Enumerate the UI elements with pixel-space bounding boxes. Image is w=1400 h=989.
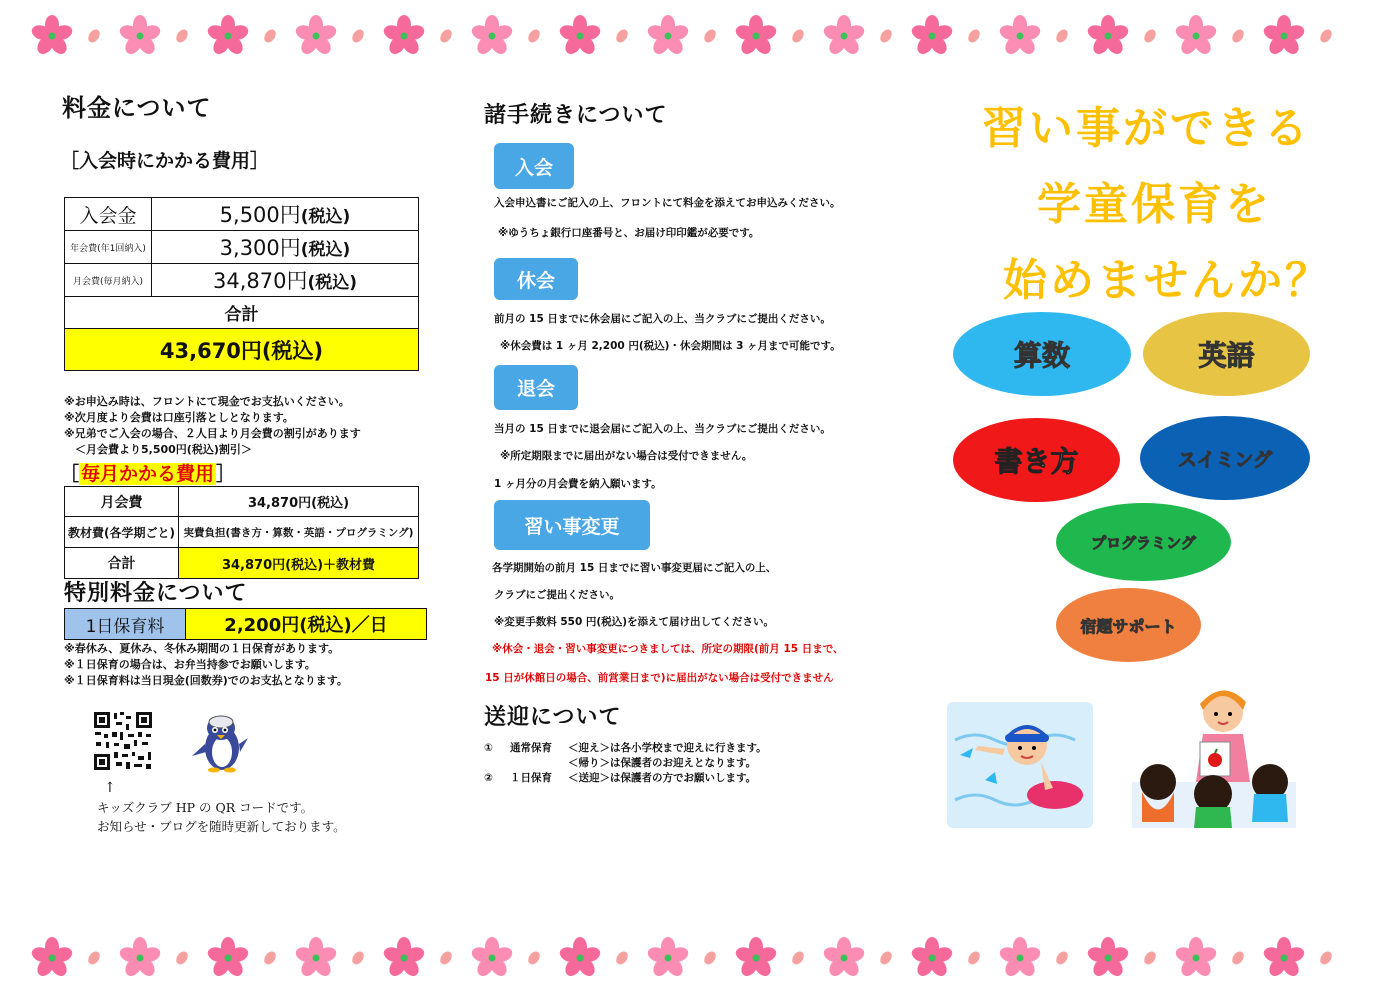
bracket-open: ［	[60, 463, 80, 485]
sakura-flower-icon	[470, 14, 514, 58]
daycare-fee-value: 2,200円(税込)／日	[186, 609, 426, 639]
monthly-value: 34,870円(税込)＋教材費	[179, 548, 419, 579]
sakura-petal-icon	[698, 24, 722, 48]
sakura-flower-icon	[206, 936, 250, 980]
lesson-label: 英語	[1198, 339, 1255, 372]
qr-code[interactable]	[92, 710, 154, 772]
sakura-petal-icon	[82, 946, 106, 970]
sakura-flower-icon	[558, 936, 602, 980]
change-text-1: 各学期開始の前月 15 日までに習い事変更届にご記入の上、	[492, 562, 777, 574]
sakura-petal-icon	[82, 24, 106, 48]
sakura-flower-icon	[822, 936, 866, 980]
sakura-flower-icon	[470, 936, 514, 980]
swimming-child-illustration	[945, 700, 1095, 830]
monthly-cost-title: 毎月かかる費用	[81, 463, 215, 485]
fee-tax: (税込)	[300, 207, 351, 227]
daycare-fee-label: 1日保育料	[65, 609, 186, 639]
pause-button[interactable]: 休会	[494, 258, 578, 300]
teacher-children-illustration	[1128, 682, 1300, 832]
pause-text-1: 前月の 15 日までに休会届にご記入の上、当クラブにご提出ください。	[494, 313, 831, 325]
join-text-2: ※ゆうちょ銀行口座番号と、お届け印印鑑が必要です。	[498, 227, 760, 239]
sakura-petal-icon	[170, 946, 194, 970]
enrollment-fee-table	[64, 197, 419, 371]
qr-caption	[97, 798, 346, 836]
sakura-flower-icon	[294, 14, 338, 58]
lesson-english[interactable]	[1143, 312, 1310, 396]
sakura-petal-icon	[258, 946, 282, 970]
monthly-label: 教材費(各学期ごと)	[65, 517, 179, 548]
enrollment-notes	[64, 394, 361, 458]
sakura-flower-icon	[382, 14, 426, 58]
sakura-flower-icon	[998, 936, 1042, 980]
sakura-petal-icon	[874, 24, 898, 48]
change-warning-1: ※休会・退会・習い事変更につきましては、所定の期限(前月 15 日まで、	[492, 643, 844, 655]
sakura-flower-icon	[998, 14, 1042, 58]
sakura-flower-icon	[1262, 14, 1306, 58]
pickup-label: １日保育	[510, 772, 552, 784]
lesson-programming[interactable]	[1056, 503, 1231, 581]
sakura-flower-icon	[734, 14, 778, 58]
monthly-value: 実費負担(書き方・算数・英語・プログラミング)	[179, 517, 419, 548]
sakura-petal-icon	[170, 24, 194, 48]
sakura-petal-icon	[522, 24, 546, 48]
sakura-petal-icon	[1138, 946, 1162, 970]
pickup-label: 通常保育	[510, 742, 552, 754]
total-tax: (税込)	[261, 338, 324, 363]
table-row	[65, 297, 419, 329]
monthly-label: 合計	[65, 548, 179, 579]
lesson-label: スイミング	[1177, 448, 1273, 471]
leave-text-2: ※所定期限までに届出がない場合は受付できません。	[500, 450, 753, 462]
pickup-num: ①	[484, 742, 493, 754]
fee-tax: (税込)	[307, 273, 358, 293]
penguin-mascot-icon	[190, 708, 252, 774]
fee-value: 3,300円	[219, 236, 301, 260]
sakura-petal-icon	[346, 24, 370, 48]
leave-text-3: 1 ヶ月分の月会費を納入願います。	[494, 478, 662, 490]
list-item	[484, 771, 767, 786]
fee-tax: (税込)	[300, 240, 351, 260]
sakura-flower-icon	[30, 936, 74, 980]
sakura-flower-icon	[30, 14, 74, 58]
join-button[interactable]: 入会	[494, 143, 574, 189]
sakura-petal-icon	[1226, 24, 1250, 48]
table-row	[65, 198, 419, 231]
sakura-petal-icon	[522, 946, 546, 970]
fee-value: 34,870円	[212, 269, 308, 293]
table-row	[65, 329, 419, 371]
fee-label: 年会費(年1回納入)	[65, 231, 152, 264]
lesson-homework-support[interactable]	[1056, 588, 1201, 662]
sakura-flower-icon	[1262, 936, 1306, 980]
sakura-petal-icon	[786, 24, 810, 48]
sakura-petal-icon	[1138, 24, 1162, 48]
qr-arrow: ↑	[104, 780, 116, 796]
note-line: ※次月度より会費は口座引落としとなります。	[64, 411, 294, 424]
fee-value: 5,500円	[219, 203, 301, 227]
sakura-flower-icon	[382, 936, 426, 980]
note-line: ※１日保育の場合は、お弁当持参でお願いします。	[64, 658, 316, 671]
sakura-flower-icon	[206, 14, 250, 58]
lesson-label: 書き方	[994, 445, 1079, 478]
total-label: 合計	[65, 297, 419, 329]
qr-caption-line: お知らせ・ブログを随時更新しております。	[97, 819, 346, 834]
monthly-cost-subtitle	[60, 459, 235, 486]
procedures-title: 諸手続きについて	[484, 103, 668, 128]
sakura-flower-icon	[118, 936, 162, 980]
sakura-petal-icon	[698, 946, 722, 970]
sakura-flower-icon	[1174, 14, 1218, 58]
sakura-petal-icon	[962, 24, 986, 48]
sakura-flower-icon	[734, 936, 778, 980]
sakura-petal-icon	[258, 24, 282, 48]
special-notes	[64, 641, 348, 689]
qr-caption-line: キッズクラブ HP の QR コードです。	[97, 800, 314, 815]
sakura-petal-icon	[874, 946, 898, 970]
sakura-border-bottom	[0, 930, 1400, 989]
pickup-text: ＜迎え＞は各小学校まで迎えに行きます。	[568, 742, 767, 754]
pickup-num: ②	[484, 772, 493, 784]
sakura-petal-icon	[1226, 946, 1250, 970]
note-line: ＜月会費より5,500円(税込)割引＞	[64, 443, 252, 456]
note-line: ※１日保育料は当日現金(回数券)でのお支払となります。	[64, 674, 348, 687]
special-fee-title: 特別料金について	[64, 581, 248, 606]
table-row	[65, 487, 419, 517]
pause-text-2: ※休会費は 1 ヶ月 2,200 円(税込)・休会期間は 3 ヶ月まで可能です。	[500, 340, 841, 352]
pickup-text: ＜帰り＞は保護者のお迎えとなります。	[568, 757, 757, 769]
lesson-change-button[interactable]: 習い事変更	[494, 500, 650, 550]
sakura-flower-icon	[294, 936, 338, 980]
lesson-label: 算数	[1013, 339, 1070, 372]
sakura-petal-icon	[1050, 946, 1074, 970]
sakura-petal-icon	[1314, 24, 1338, 48]
sakura-flower-icon	[910, 936, 954, 980]
lesson-math[interactable]	[953, 312, 1131, 396]
sakura-flower-icon	[822, 14, 866, 58]
sakura-petal-icon	[1050, 24, 1074, 48]
sakura-flower-icon	[646, 936, 690, 980]
change-warning-2: 15 日が休館日の場合、前営業日まで)に届出がない場合は受付できません	[485, 672, 834, 684]
sakura-petal-icon	[610, 946, 634, 970]
table-row	[65, 517, 419, 548]
sakura-flower-icon	[118, 14, 162, 58]
sakura-flower-icon	[1086, 14, 1130, 58]
sakura-petal-icon	[434, 24, 458, 48]
enrollment-cost-subtitle: ［入会時にかかる費用］	[60, 150, 270, 172]
hero-line-2: 学童保育を	[1037, 179, 1272, 230]
sakura-flower-icon	[558, 14, 602, 58]
table-row	[65, 548, 419, 579]
leave-button[interactable]: 退会	[494, 365, 578, 410]
monthly-label: 月会費	[65, 487, 179, 517]
fee-title: 料金について	[62, 94, 212, 122]
note-line: ※春休み、夏休み、冬休み期間の１日保育があります。	[64, 642, 340, 655]
hero-line-3: 始めませんか？	[1003, 255, 1332, 306]
sakura-petal-icon	[610, 24, 634, 48]
pickup-title: 送迎について	[484, 705, 622, 730]
sakura-flower-icon	[910, 14, 954, 58]
bracket-close: ］	[216, 463, 236, 485]
lesson-swimming[interactable]	[1140, 416, 1310, 500]
table-row	[65, 264, 419, 297]
pickup-list	[484, 741, 767, 786]
sakura-petal-icon	[786, 946, 810, 970]
sakura-border-top	[0, 8, 1400, 68]
join-text-1: 入会申込書にご記入の上、フロントにて料金を添えてお申込みください。	[494, 197, 841, 209]
sakura-petal-icon	[346, 946, 370, 970]
sakura-flower-icon	[646, 14, 690, 58]
lesson-label: プログラミング	[1091, 533, 1196, 552]
lesson-label: 宿題サポート	[1080, 616, 1177, 636]
list-item	[484, 741, 767, 771]
sakura-petal-icon	[434, 946, 458, 970]
monthly-value: 34,870円(税込)	[179, 487, 419, 517]
table-row	[65, 231, 419, 264]
fee-label: 入会金	[65, 198, 152, 231]
monthly-fee-table	[64, 486, 419, 579]
sakura-petal-icon	[1314, 946, 1338, 970]
lesson-calligraphy[interactable]	[953, 418, 1120, 502]
note-line: ※お申込み時は、フロントにて現金でお支払いください。	[64, 395, 350, 408]
daycare-fee-box	[64, 608, 427, 640]
fee-label: 月会費(毎月納入)	[65, 264, 152, 297]
change-text-3: ※変更手数料 550 円(税込)を添えて届け出してください。	[494, 616, 775, 628]
sakura-flower-icon	[1086, 936, 1130, 980]
sakura-petal-icon	[962, 946, 986, 970]
total-value: 43,670円	[159, 338, 262, 363]
change-text-2: クラブにご提出ください。	[494, 589, 620, 601]
hero-line-1: 習い事ができる	[982, 103, 1311, 154]
leave-text-1: 当月の 15 日までに退会届にご記入の上、当クラブにご提出ください。	[494, 423, 831, 435]
pickup-text: ＜送迎＞は保護者の方でお願いします。	[568, 772, 757, 784]
sakura-flower-icon	[1174, 936, 1218, 980]
note-line: ※兄弟でご入会の場合、２人目より月会費の割引があります	[64, 427, 361, 440]
